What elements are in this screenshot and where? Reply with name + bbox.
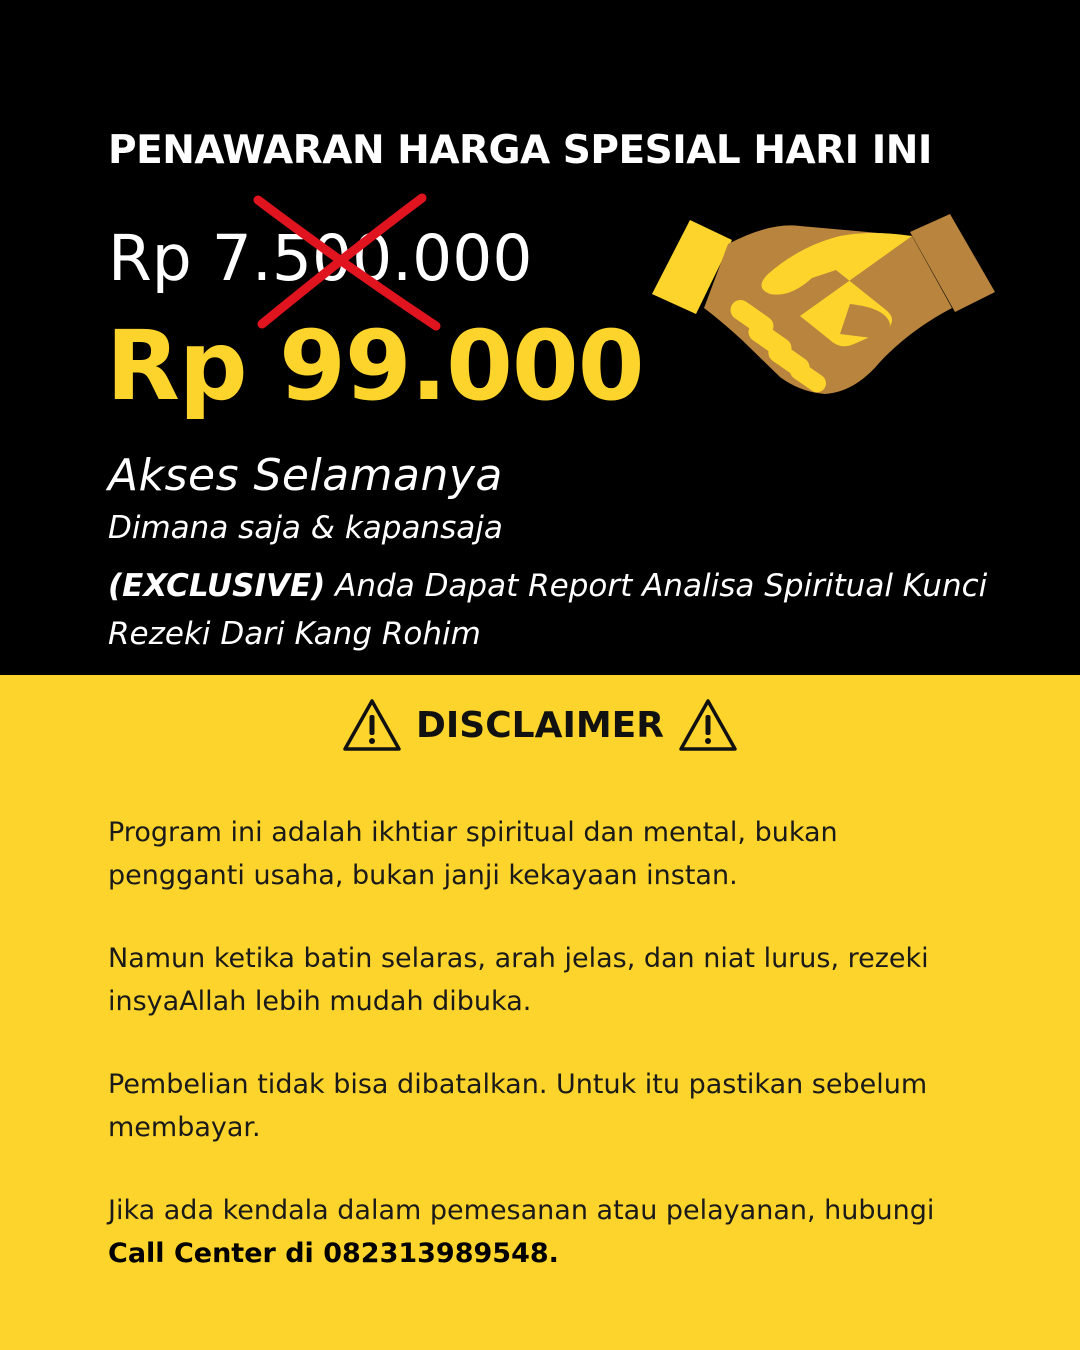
exclusive-text: Anda Dapat Report Analisa Spiritual Kunci Rezeki Dari Kang Rohim xyxy=(108,568,988,652)
disclaimer-paragraph: Program ini adalah ikhtiar spiritual dan mental, bukan pengganti usaha, bukan janji kekayaan instan. xyxy=(108,817,838,891)
disclaimer-title: DISCLAIMER xyxy=(416,704,664,746)
warning-icon xyxy=(678,697,738,753)
warning-icon xyxy=(342,697,402,753)
access-title: Akses Selamanya xyxy=(108,450,503,501)
call-center-number: Call Center di 082313989548. xyxy=(108,1238,559,1269)
contact-text: Jika ada kendala dalam pemesanan atau pelayanan, hubungi xyxy=(108,1195,935,1226)
contact-paragraph xyxy=(108,1189,968,1275)
exclusive-note xyxy=(108,562,1008,658)
offer-headline: PENAWARAN HARGA SPESIAL HARI INI xyxy=(108,128,932,173)
access-subtitle: Dimana saja & kapansaja xyxy=(108,510,503,546)
new-price: Rp 99.000 xyxy=(106,310,644,422)
exclusive-tag: (EXCLUSIVE) xyxy=(108,568,326,604)
handshake-icon xyxy=(650,212,995,407)
disclaimer-header xyxy=(0,697,1080,753)
disclaimer-paragraph: Namun ketika batin selaras, arah jelas, dan niat lurus, rezeki insyaAllah lebih mudah dibuka. xyxy=(108,943,929,1017)
disclaimer-paragraph: Pembelian tidak bisa dibatalkan. Untuk itu pastikan sebelum membayar. xyxy=(108,1069,928,1143)
old-price: Rp 7.500.000 xyxy=(108,222,533,295)
